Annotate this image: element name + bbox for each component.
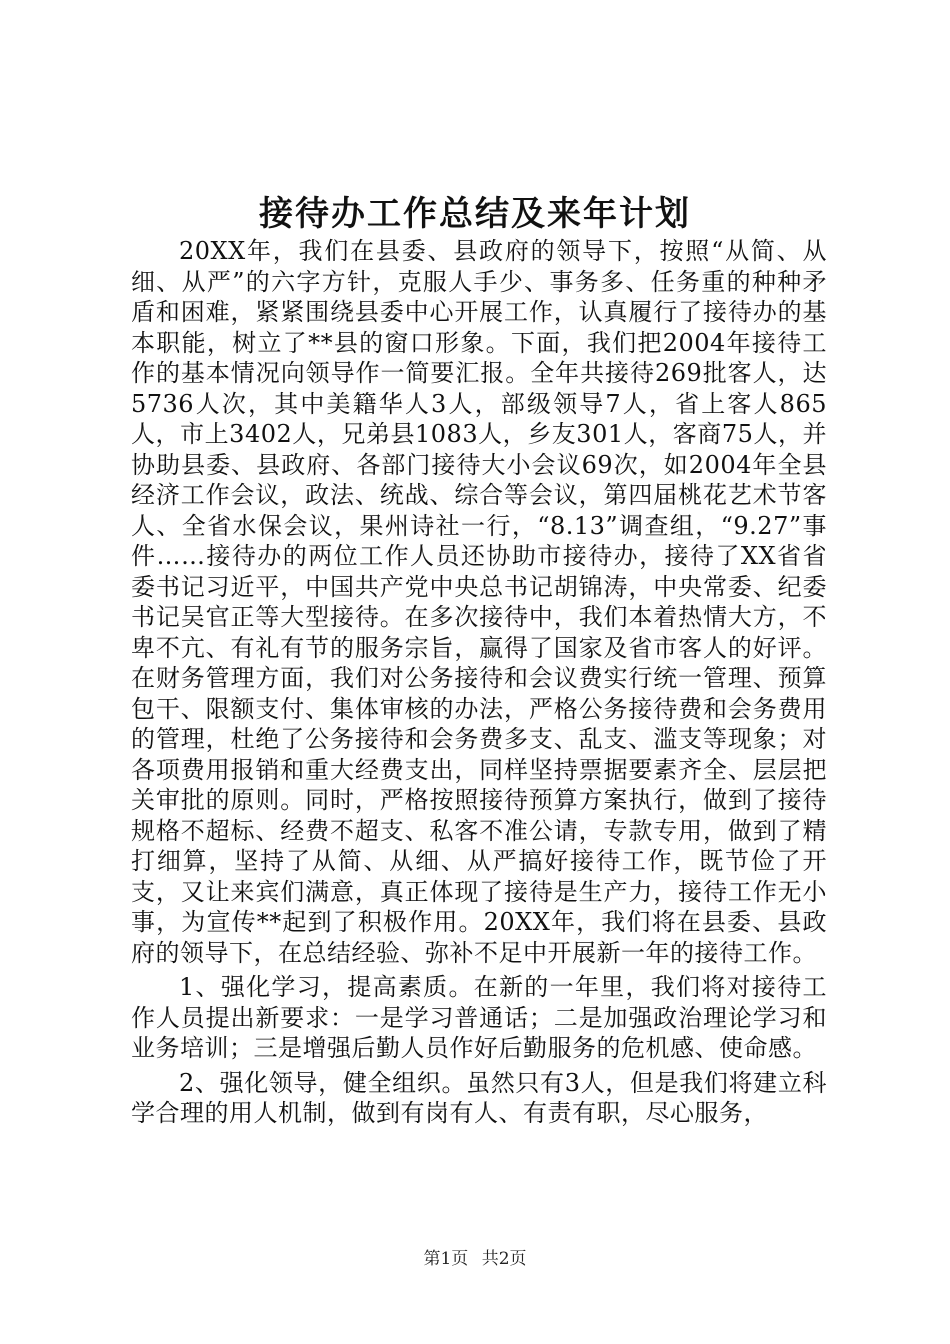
document-body xyxy=(131,236,827,1129)
page-footer xyxy=(0,1244,950,1269)
paragraph-plan-1: 1、强化学习，提高素质。在新的一年里，我们将对接待工作人员提出新要求：一是学习普通话；二是加强政治理论学习和业务培训；三是增强后勤人员作好后勤服务的危机感、使命感。 xyxy=(131,973,827,1062)
paragraph-summary: 20XX年，我们在县委、县政府的领导下，按照“从简、从细、从严”的六字方针，克服人手少、事务多、任务重的种种矛盾和困难，紧紧围绕县委中心开展工作，认真履行了接待办的基本职能，树立了**县的窗口形象。下面，我们把2004年接待工作的基本情况向领导作一简要汇报。全年共接待269批客人，达5736人次，其中美籍华人3人，部级领导7人，省上客人865人，市上3402人，兄弟县1083人，乡友301人，客商75人，并协助县委、县政府、各部门接待大小会议69次，如2004年全县经济工作会议，政法、统战、综合等会议，第四届桃花艺术节客人、全省水保会议，果州诗社一行，“8.13”调查组，“9.27”事件……接待办的两位工作人员还协助市接待办，接待了XX省省委书记习近平，中国共产党中央总书记胡锦涛，中央常委、纪委书记吴官正等大型接待。在多次接待中，我们本着热情大方，不卑不亢、有礼有节的服务宗旨，赢得了国家及省市客人的好评。在财务管理方面，我们对公务接待和会议费实行统一管理、预算包干、限额支付、集体审核的办法，严格公务接待费和会务费用的管理，杜绝了公务接待和会务费多支、乱支、滥支等现象；对各项费用报销和重大经费支出，同样坚持票据要素齐全、层层把关审批的原则。同时，严格按照接待预算方案执行，做到了接待规格不超标、经费不超支、私客不准公请，专款专用，做到了精打细算，坚持了从简、从细、从严搞好接待工作，既节俭了开支，又让来宾们满意，真正体现了接待是生产力，接待工作无小事，为宣传**起到了积极作用。20XX年，我们将在县委、县政府的领导下，在总结经验、弥补不足中开展新一年的接待工作。 xyxy=(131,237,827,967)
page-number-current: 第1页 xyxy=(423,1249,469,1269)
document-title: 接待办工作总结及来年计划 xyxy=(259,194,691,234)
page-number-total: 共2页 xyxy=(481,1249,527,1269)
paragraph-plan-2: 2、强化领导，健全组织。虽然只有3人，但是我们将建立科学合理的用人机制，做到有岗有人、有责有职，尽心服务， xyxy=(131,1068,827,1127)
